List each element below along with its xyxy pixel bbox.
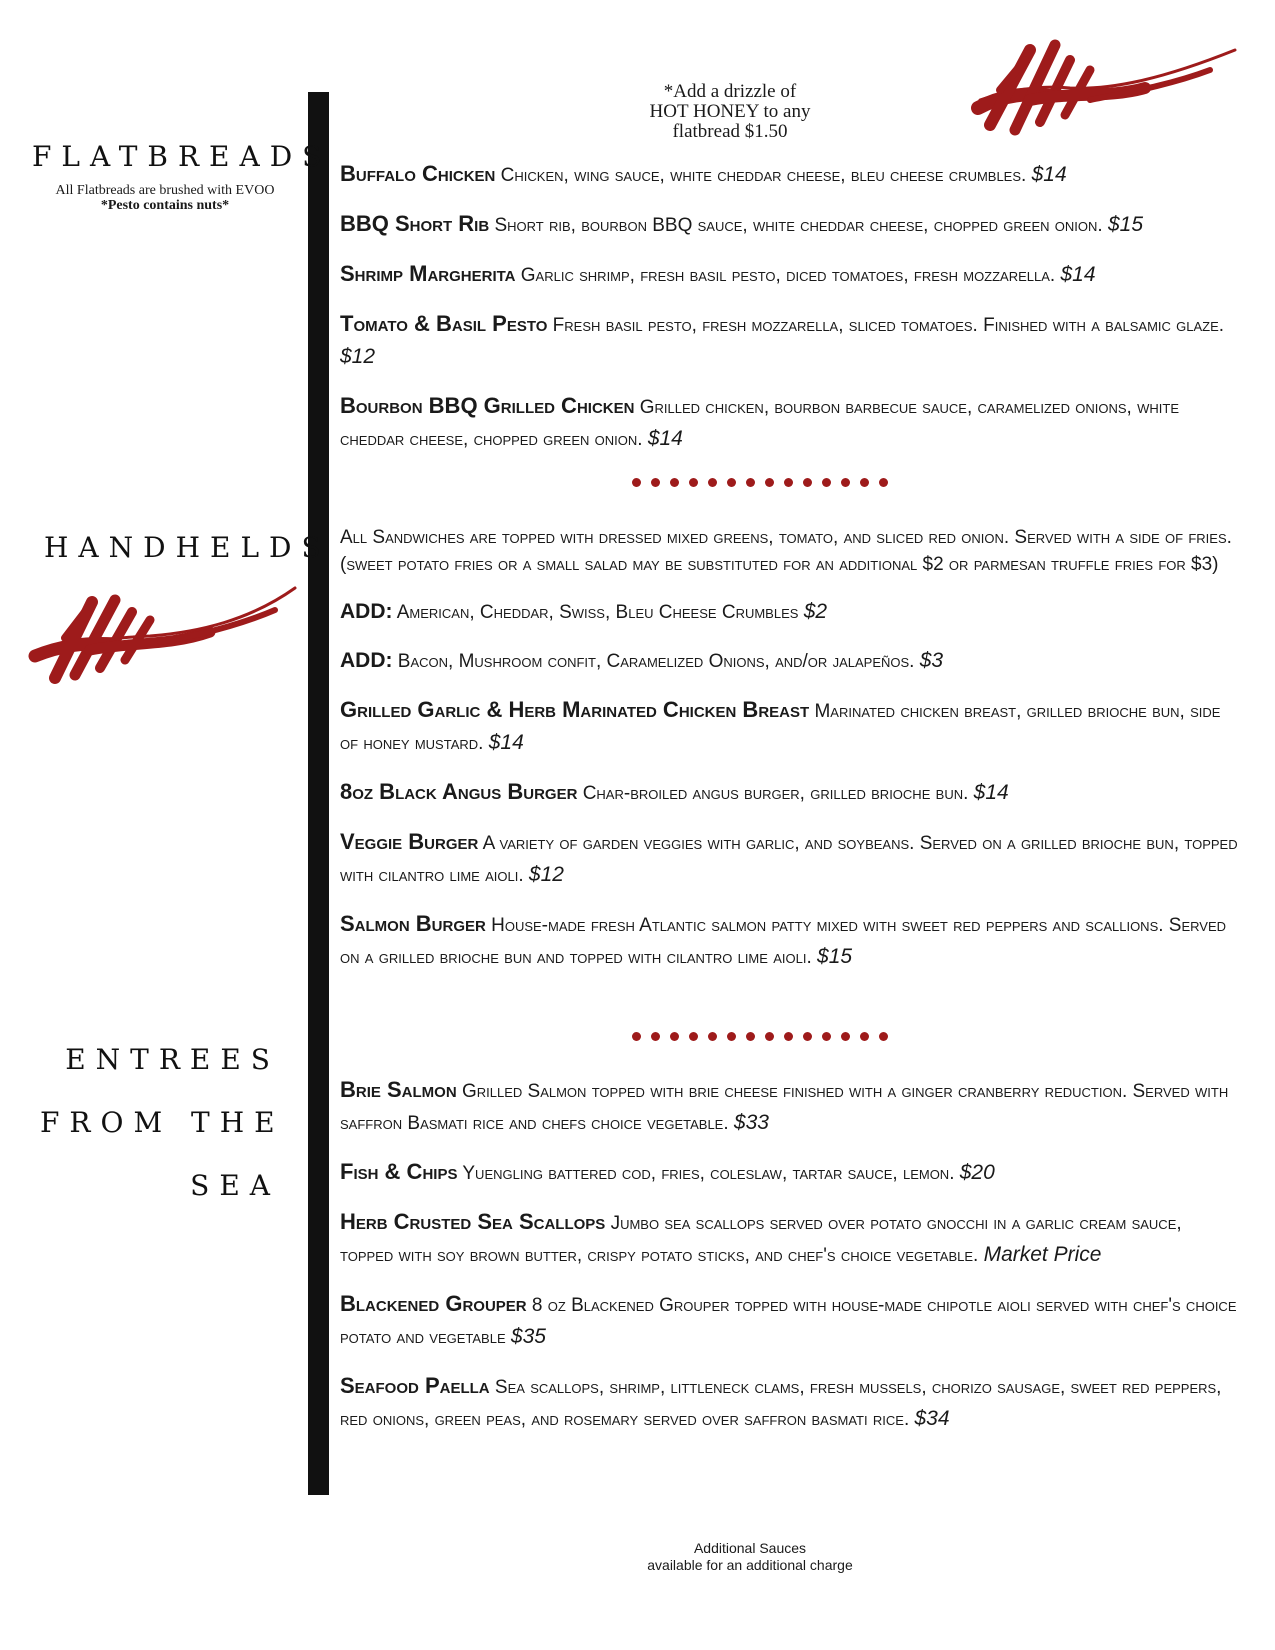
menu-item xyxy=(340,1370,1240,1435)
item-price: $14 xyxy=(973,781,1009,804)
add-label: ADD: xyxy=(340,600,393,623)
item-name: Veggie Burger xyxy=(340,829,479,854)
item-description: Grilled chicken, bourbon barbecue sauce, caramelized onions, white cheddar cheese, chopped green onion. xyxy=(340,397,1179,450)
item-price: $15 xyxy=(817,945,853,968)
vertical-divider-bar xyxy=(308,92,329,1495)
item-name: Bourbon BBQ Grilled Chicken xyxy=(340,393,635,418)
item-description: Grilled Salmon topped with brie cheese finished with a ginger cranberry reduction. Served with saffron Basmati rice and chefs choice vegetable. xyxy=(340,1081,1229,1134)
item-name: Salmon Burger xyxy=(340,911,486,936)
item-price: $15 xyxy=(1107,213,1144,236)
entrees-title-line-1: ENTREES xyxy=(65,1043,280,1076)
handhelds-intro: All Sandwiches are topped with dressed mixed greens, tomato, and sliced red onion. Served with a side of fries. (sweet potato fries or a small salad may be substituted for an additional $2 or parmesan truffle fries for $3) xyxy=(340,527,1232,575)
handhelds-title: HANDHELDS xyxy=(44,531,331,564)
menu-item xyxy=(340,258,1240,291)
add-on-toppings xyxy=(340,645,1240,677)
item-name: Grilled Garlic & Herb Marinated Chicken Breast xyxy=(340,697,810,722)
entrees-items xyxy=(340,1074,1240,1452)
item-price: $12 xyxy=(528,863,564,886)
item-name: Seafood Paella xyxy=(340,1373,490,1398)
item-name: Shrimp Margherita xyxy=(340,261,516,286)
add-price: $2 xyxy=(803,600,828,623)
menu-item xyxy=(340,208,1240,241)
entrees-title xyxy=(40,1028,285,1217)
entrees-title-line-3: SEA xyxy=(190,1169,280,1202)
add-label: ADD: xyxy=(340,649,393,672)
item-description: Chicken, wing sauce, white cheddar cheese, bleu cheese crumbles. xyxy=(495,165,1032,186)
item-name: Fish & Chips xyxy=(340,1159,458,1184)
item-description: Fresh basil pesto, fresh mozzarella, sliced tomatoes. Finished with a balsamic glaze. xyxy=(547,315,1225,336)
entrees-title-line-2: FROM THE xyxy=(40,1106,285,1139)
menu-item xyxy=(340,1288,1240,1353)
menu-item xyxy=(340,908,1240,973)
item-name: Brie Salmon xyxy=(340,1077,457,1102)
red-brush-stroke-top xyxy=(970,30,1240,140)
item-description: Yuengling battered cod, fries, coleslaw, tartar sauce, lemon. xyxy=(457,1163,960,1184)
hot-honey-line-1: *Add a drizzle of xyxy=(663,81,797,102)
add-description: American, Cheddar, Swiss, Bleu Cheese Crumbles xyxy=(392,602,804,623)
menu-item xyxy=(340,308,1240,373)
menu-item xyxy=(340,826,1240,891)
item-name: 8oz Black Angus Burger xyxy=(340,779,578,804)
item-name: BBQ Short Rib xyxy=(340,211,490,236)
item-price: $14 xyxy=(1031,163,1067,186)
flatbreads-note xyxy=(20,183,310,213)
footer-line-1: Additional Sauces xyxy=(693,1540,807,1556)
flatbreads-title: FLATBREADS xyxy=(32,140,332,173)
item-description: Sea scallops, shrimp, littleneck clams, fresh mussels, chorizo sausage, sweet red peppers, red onions, green peas, and rosemary served over saffron basmati rice. xyxy=(340,1377,1222,1430)
handhelds-items xyxy=(340,524,1240,990)
menu-item xyxy=(340,1206,1240,1271)
item-description: Char-broiled angus burger, grilled brioche bun. xyxy=(577,783,974,804)
menu-item xyxy=(340,1156,1240,1189)
item-price: $35 xyxy=(510,1325,546,1348)
item-price: $34 xyxy=(914,1407,950,1430)
menu-item xyxy=(340,776,1240,809)
add-price: $3 xyxy=(919,649,944,672)
menu-item xyxy=(340,1074,1240,1139)
item-name: Tomato & Basil Pesto xyxy=(340,311,548,336)
evoo-note: All Flatbreads are brushed with EVOO xyxy=(55,183,275,198)
item-price: $14 xyxy=(1060,263,1096,286)
menu-item xyxy=(340,694,1240,759)
item-name: Buffalo Chicken xyxy=(340,161,496,186)
dot-divider xyxy=(632,478,902,492)
item-price: $20 xyxy=(959,1161,995,1184)
item-description: Jumbo sea scallops served over potato gnocchi in a garlic cream sauce, topped with soy brown butter, crispy potato sticks, and chef's choice vegetable. xyxy=(340,1213,1182,1266)
additional-sauces-note xyxy=(600,1540,900,1574)
flatbreads-items xyxy=(340,158,1240,472)
item-description: Garlic shrimp, fresh basil pesto, diced tomatoes, fresh mozzarella. xyxy=(515,265,1061,286)
item-description: 8 oz Blackened Grouper topped with house-made chipotle aioli served with chef's choice potato and vegetable xyxy=(340,1295,1237,1348)
add-on-cheese xyxy=(340,596,1240,628)
item-name: Herb Crusted Sea Scallops xyxy=(340,1209,606,1234)
item-price: $14 xyxy=(647,427,683,450)
item-price: $14 xyxy=(488,731,524,754)
footer-line-2: available for an additional charge xyxy=(647,1557,853,1573)
red-brush-stroke-handhelds xyxy=(30,580,300,690)
pesto-note: *Pesto contains nuts* xyxy=(100,198,230,213)
item-description: A variety of garden veggies with garlic, and soybeans. Served on a grilled brioche bun, topped with cilantro lime aioli. xyxy=(340,833,1238,886)
item-description: Short rib, bourbon BBQ sauce, white cheddar cheese, chopped green onion. xyxy=(489,215,1108,236)
item-description: Marinated chicken breast, grilled brioche bun, side of honey mustard. xyxy=(340,701,1221,754)
menu-item xyxy=(340,158,1240,191)
item-description: House-made fresh Atlantic salmon patty mixed with sweet red peppers and scallions. Served on a grilled brioche bun and topped with cilantro lime aioli. xyxy=(340,915,1227,968)
item-price: $12 xyxy=(340,345,376,368)
item-name: Blackened Grouper xyxy=(340,1291,527,1316)
dot-divider xyxy=(632,1032,902,1046)
hot-honey-line-3: flatbread $1.50 xyxy=(672,121,788,142)
item-price: $33 xyxy=(733,1111,769,1134)
hot-honey-line-2: HOT HONEY to any xyxy=(649,101,811,122)
item-price: Market Price xyxy=(983,1243,1102,1266)
menu-item xyxy=(340,390,1240,455)
add-description: Bacon, Mushroom confit, Caramelized Onions, and/or jalapeños. xyxy=(392,651,920,672)
hot-honey-note xyxy=(620,82,840,142)
